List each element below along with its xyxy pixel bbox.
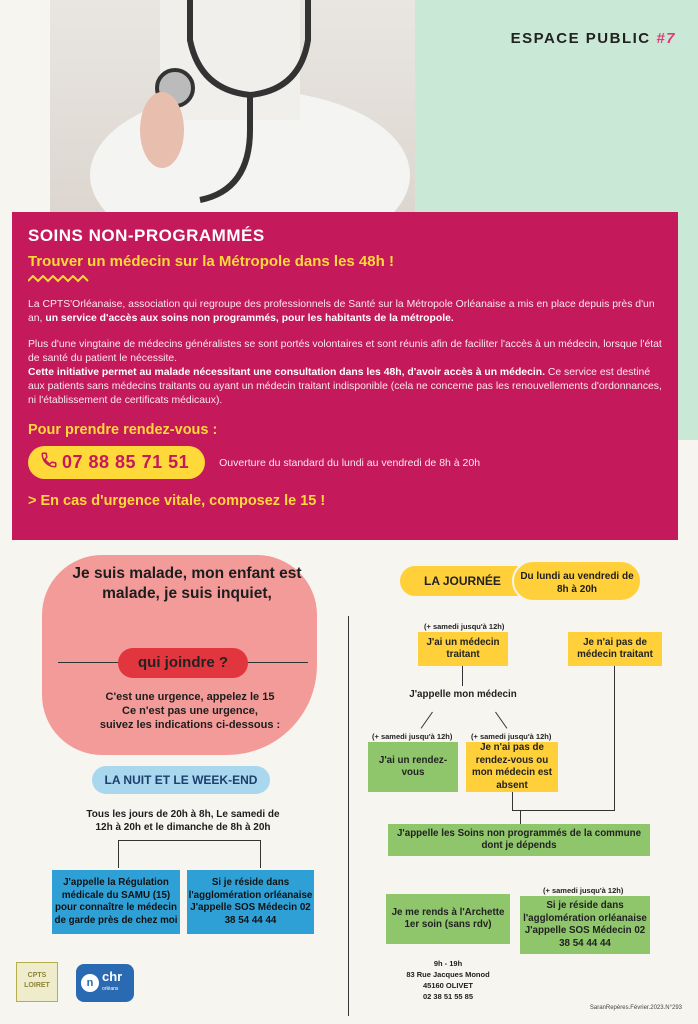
intro-bold: un service d'accès aux soins non programmés, pour les habitants de la métropole.	[45, 313, 454, 324]
info-panel	[12, 212, 678, 540]
archette-city: 45160 OLIVET	[422, 981, 474, 990]
phone-number: 07 88 85 71 51	[62, 452, 190, 472]
connector-line	[614, 666, 615, 810]
connector-line	[118, 840, 260, 841]
archette-phone: 02 38 51 55 85	[422, 992, 474, 1001]
cpts-logo: CPTS LOIRET	[16, 962, 58, 1002]
connector-line	[421, 712, 433, 729]
guidance-line-2: Ce n'est pas une urgence,	[122, 705, 258, 717]
soins-non-programmes-box: J'appelle les Soins non programmés de la commune dont je dépends	[388, 824, 650, 856]
connector-line	[512, 792, 513, 810]
emergency-guidance	[60, 690, 320, 732]
connector-line	[512, 810, 615, 811]
details-text-2: Ce service est destiné aux patients sans médecins traitants ou ayant un médecin traitant indisponible (cela ne concerne pas les renouvellements d'ordonnances, ni l'établissement de certificats médicaux).	[28, 367, 662, 406]
no-doctor-box: Je n'ai pas de médecin traitant	[568, 632, 662, 666]
daytime-badge: LA JOURNÉE	[400, 566, 548, 596]
chr-logo-subtitle: orléans	[102, 986, 119, 992]
archette-hours: 9h - 19h	[433, 959, 463, 968]
chr-logo-text	[102, 971, 122, 995]
connector-line	[260, 840, 261, 868]
saturday-note: (+ samedi jusqu'à 12h)	[471, 732, 552, 741]
connector-line	[520, 810, 521, 824]
emergency-note: > En cas d'urgence vitale, composez le 15 !	[28, 493, 326, 509]
chr-logo-mark-icon: n	[81, 974, 99, 992]
connector-line	[118, 840, 119, 868]
section-name: ESPACE PUBLIC	[510, 30, 651, 47]
details-text: Plus d'une vingtaine de médecins généralistes se sont portés volontaires et sont réunis afin de faciliter l'accès à un médecin, lorsque l'état de santé du patient le nécessite.	[28, 339, 662, 364]
phone-row	[28, 446, 662, 479]
intro-paragraph	[28, 298, 662, 326]
guidance-line-1: C'est une urgence, appelez le 15	[105, 691, 275, 703]
night-weekend-badge: LA NUIT ET LE WEEK-END	[92, 766, 270, 794]
samu-box: J'appelle la Régulation médicale du SAMU (15) pour connaître le médecin de garde près de chez moi	[52, 870, 180, 934]
opening-hours: Ouverture du standard du lundi au vendredi de 8h à 20h	[219, 456, 481, 469]
has-appointment-box: J'ai un rendez-vous	[368, 742, 458, 792]
phone-icon	[40, 451, 58, 474]
guidance-line-3: suivez les indications ci-dessous :	[99, 719, 281, 731]
column-divider	[348, 616, 349, 1016]
panel-subtitle: Trouver un médecin sur la Métropole dans les 48h !	[28, 253, 394, 270]
details-paragraph	[28, 338, 662, 408]
zigzag-decoration	[28, 275, 90, 283]
archette-address	[396, 958, 500, 1002]
night-weekend-hours: Tous les jours de 20h à 8h, Le samedi de 12h à 20h et le dimanche de 8h à 20h	[86, 809, 280, 833]
saturday-note: (+ samedi jusqu'à 12h)	[543, 886, 624, 895]
details-bold: Cette initiative permet au malade nécessitant une consultation dans les 48h, d'avoir accès à un médecin.	[28, 367, 545, 378]
bubble-title: Je suis malade, mon enfant est malade, je suis inquiet,	[72, 565, 302, 602]
archette-street: 83 Rue Jacques Monod	[406, 970, 490, 979]
panel-title: SOINS NON-PROGRAMMÉS	[28, 226, 265, 245]
chr-logo	[76, 964, 134, 1002]
saturday-note: (+ samedi jusqu'à 12h)	[372, 732, 453, 741]
section-heading	[511, 30, 676, 47]
appointment-label: Pour prendre rendez-vous :	[28, 422, 218, 438]
weekday-hours-badge: Du lundi au vendredi de 8h à 20h	[512, 560, 642, 602]
no-appointment-box: Je n'ai pas de rendez-vous ou mon médecin est absent	[466, 742, 558, 792]
doctor-photo	[50, 0, 415, 215]
section-number: #7	[656, 30, 676, 47]
archette-box: Je me rends à l'Archette 1er soin (sans rdv)	[386, 894, 510, 944]
who-to-call-badge: qui joindre ?	[118, 648, 248, 678]
sos-medecin-day-box: Si je réside dans l'agglomération orléanaise J'appelle SOS Médecin 02 38 54 44 44	[520, 896, 650, 954]
call-my-doctor-step: J'appelle mon médecin	[409, 689, 517, 700]
sos-medecin-night-box: Si je réside dans l'agglomération orléanaise J'appelle SOS Médecin 02 38 54 44 44	[187, 870, 314, 934]
issue-credit: SaranRepères.Février.2023.N°293	[589, 1005, 682, 1011]
phone-button[interactable]	[28, 446, 205, 479]
saturday-note: (+ samedi jusqu'à 12h)	[424, 622, 505, 631]
doctor-stethoscope-illustration	[50, 0, 415, 215]
connector-line	[462, 666, 463, 686]
has-doctor-box: J'ai un médecin traitant	[418, 632, 508, 666]
connector-line	[495, 712, 507, 729]
intro-text: La CPTS'Orléanaise, association qui regroupe des professionnels de Santé sur la Métropole Orléanaise a mis en place depuis près d'un an,	[28, 299, 655, 324]
chr-logo-name: chr	[102, 969, 123, 984]
